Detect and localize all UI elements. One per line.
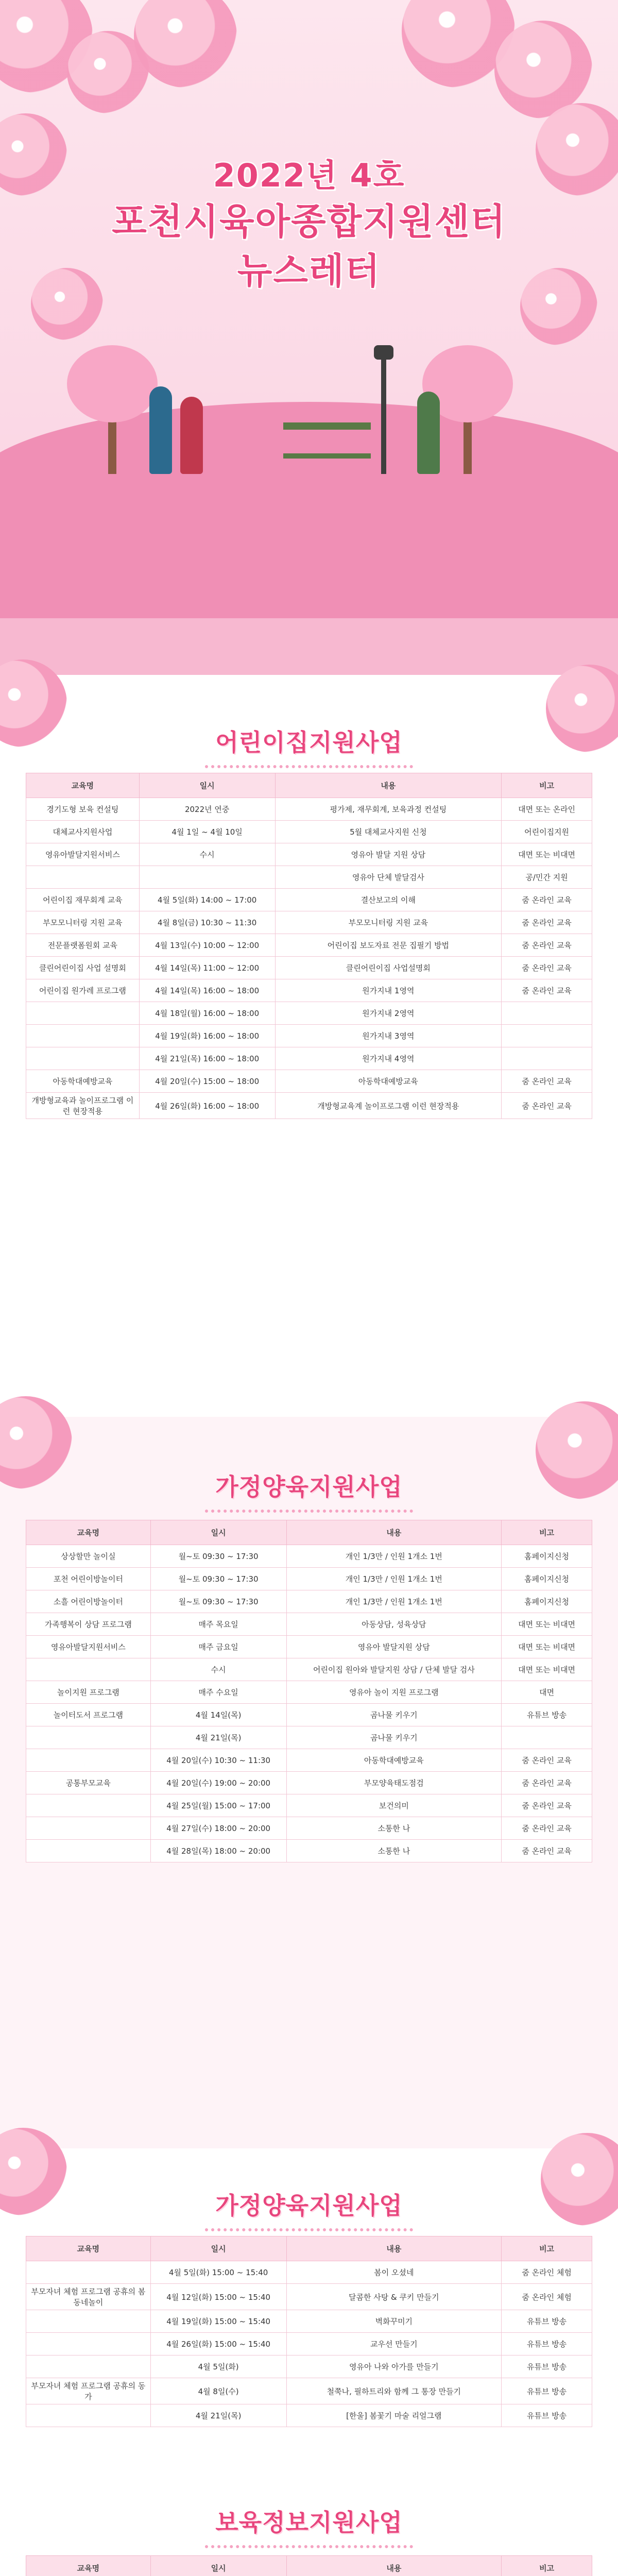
bench-icon bbox=[283, 422, 371, 459]
lamp-icon bbox=[381, 355, 386, 474]
table-row bbox=[26, 2378, 592, 2404]
table-cell bbox=[26, 1658, 151, 1681]
table-cell: 결산보고의 이해 bbox=[275, 889, 502, 911]
table-row bbox=[26, 821, 592, 843]
table-row bbox=[26, 934, 592, 957]
table-cell: 줌 온라인 교육 bbox=[502, 1772, 592, 1794]
table-cell: 4월 8일(수) bbox=[150, 2378, 286, 2404]
col-header: 비고 bbox=[502, 2236, 592, 2261]
table-row bbox=[26, 1681, 592, 1704]
table-cell: 줌 온라인 교육 bbox=[502, 1093, 592, 1119]
table-row bbox=[26, 1817, 592, 1840]
table-row bbox=[26, 1070, 592, 1093]
table-cell: 포천 어린이방놀이터 bbox=[26, 1568, 151, 1590]
table-cell: 전문플랫폼원회 교육 bbox=[26, 934, 140, 957]
park-illustration bbox=[62, 289, 556, 474]
table-cell: 4월 21일(목) bbox=[150, 1726, 286, 1749]
table-cell: 가족행복이 상담 프로그램 bbox=[26, 1613, 151, 1636]
table-cell: 2022년 연중 bbox=[139, 798, 275, 821]
table-cell: 영유아 단체 발달검사 bbox=[275, 866, 502, 889]
childcare-table-wrap bbox=[26, 773, 592, 1119]
table-cell: 보건의미 bbox=[286, 1794, 502, 1817]
table-cell: 홈페이지신청 bbox=[502, 1568, 592, 1590]
table-cell: 클린어린이집 사업 설명회 bbox=[26, 957, 140, 979]
table-cell: 어린이집 원아와 발달지원 상담 / 단체 발달 검사 bbox=[286, 1658, 502, 1681]
table-row bbox=[26, 1840, 592, 1862]
table-cell: 소흘 어린이방놀이터 bbox=[26, 1590, 151, 1613]
table-cell: 곰나물 키우기 bbox=[286, 1726, 502, 1749]
table-cell: 영유아 놀이 지원 프로그램 bbox=[286, 1681, 502, 1704]
table-cell: 4월 5일(화) bbox=[150, 2355, 286, 2378]
table-row bbox=[26, 866, 592, 889]
table-cell: 놀이터도서 프로그램 bbox=[26, 1704, 151, 1726]
family2-table bbox=[26, 2236, 592, 2427]
table-cell: 4월 25일(월) 15:00 ~ 17:00 bbox=[150, 1794, 286, 1817]
table-cell: 줌 온라인 체험 bbox=[502, 2284, 592, 2310]
table-cell: 소통한 나 bbox=[286, 1840, 502, 1862]
section-title: 어린이집지원사업 bbox=[0, 724, 618, 768]
table-cell: 줌 온라인 교육 bbox=[502, 957, 592, 979]
table-cell: 영유아 발달 지원 상담 bbox=[275, 843, 502, 866]
table-row bbox=[26, 1047, 592, 1070]
table-cell: 4월 19일(화) 16:00 ~ 18:00 bbox=[139, 1025, 275, 1047]
table-cell: 벽화꾸미기 bbox=[286, 2310, 502, 2333]
table-cell: 월~토 09:30 ~ 17:30 bbox=[150, 1545, 286, 1568]
table-cell: 어린이집지원 bbox=[502, 821, 592, 843]
table-cell bbox=[26, 1817, 151, 1840]
table-cell: 4월 20일(수) 15:00 ~ 18:00 bbox=[139, 1070, 275, 1093]
table-cell: 부모자녀 체험 프로그램 공휴의 동가 bbox=[26, 2378, 151, 2404]
col-header: 내용 bbox=[286, 2556, 502, 2576]
table-cell: 유튜브 방송 bbox=[502, 2310, 592, 2333]
col-header: 일시 bbox=[150, 2236, 286, 2261]
table-row bbox=[26, 843, 592, 866]
table-cell: 부모모니터링 지원 교육 bbox=[26, 911, 140, 934]
table-row bbox=[26, 798, 592, 821]
table-cell bbox=[26, 2261, 151, 2284]
issue-label: 2022년 4호 bbox=[213, 157, 405, 194]
col-header: 교육명 bbox=[26, 773, 140, 798]
table-row bbox=[26, 2284, 592, 2310]
table-row bbox=[26, 957, 592, 979]
table-cell: 어린이집 원가레 프로그램 bbox=[26, 979, 140, 1002]
family-section-2 bbox=[0, 2148, 618, 2576]
table-cell: 대면 또는 비대면 bbox=[502, 843, 592, 866]
table-row bbox=[26, 1093, 592, 1119]
table-cell: 4월 20일(수) 10:30 ~ 11:30 bbox=[150, 1749, 286, 1772]
table-row bbox=[26, 911, 592, 934]
table-cell: 4월 14일(목) bbox=[150, 1704, 286, 1726]
table-cell: 원가지내 4영역 bbox=[275, 1047, 502, 1070]
table-cell: 철쭉나, 필하트리와 함께 그 통장 만들기 bbox=[286, 2378, 502, 2404]
table-row bbox=[26, 1794, 592, 1817]
table-cell: 5월 대체교사지원 신청 bbox=[275, 821, 502, 843]
table-cell: 대면 또는 비대면 bbox=[502, 1658, 592, 1681]
table-cell: 개인 1/3만 / 인원 1개소 1번 bbox=[286, 1568, 502, 1590]
table-cell: 영유아 발달지원 상담 bbox=[286, 1636, 502, 1658]
table-cell: 4월 20일(수) 19:00 ~ 20:00 bbox=[150, 1772, 286, 1794]
table-cell: 4월 13일(수) 10:00 ~ 12:00 bbox=[139, 934, 275, 957]
col-header: 비고 bbox=[502, 773, 592, 798]
table-cell: 클린어린이집 사업설명회 bbox=[275, 957, 502, 979]
tree-icon bbox=[464, 407, 472, 474]
table-cell: 4월 14일(목) 11:00 ~ 12:00 bbox=[139, 957, 275, 979]
table-cell: 유튜브 방송 bbox=[502, 2333, 592, 2355]
table-cell: 유튜브 방송 bbox=[502, 2355, 592, 2378]
table-cell: 대면 또는 비대면 bbox=[502, 1636, 592, 1658]
table-cell: 아동학대예방교육 bbox=[26, 1070, 140, 1093]
table-cell bbox=[26, 1047, 140, 1070]
table-cell: 아동상담, 성육상담 bbox=[286, 1613, 502, 1636]
table-cell: 줌 온라인 교육 bbox=[502, 911, 592, 934]
table-cell: 유튜브 방송 bbox=[502, 1704, 592, 1726]
table-cell: 4월 12일(화) 15:00 ~ 15:40 bbox=[150, 2284, 286, 2310]
table-cell: 교우선 만들기 bbox=[286, 2333, 502, 2355]
table-row bbox=[26, 2333, 592, 2355]
childcare-section bbox=[0, 675, 618, 1417]
table-cell: 줌 온라인 교육 bbox=[502, 1070, 592, 1093]
table-row bbox=[26, 1545, 592, 1568]
table-cell: 대면 bbox=[502, 1681, 592, 1704]
family1-table bbox=[26, 1520, 592, 1862]
table-cell: 원가지내 2영역 bbox=[275, 1002, 502, 1025]
table-cell bbox=[26, 2310, 151, 2333]
table-row bbox=[26, 889, 592, 911]
table-cell: 놀이지원 프로그램 bbox=[26, 1681, 151, 1704]
table-cell: 개인 1/3만 / 인원 1개소 1번 bbox=[286, 1545, 502, 1568]
table-cell: 4월 8일(금) 10:30 ~ 11:30 bbox=[139, 911, 275, 934]
table-cell: 4월 18일(월) 16:00 ~ 18:00 bbox=[139, 1002, 275, 1025]
table-cell: 개방형교육계 놀이프로그램 이런 현장적용 bbox=[275, 1093, 502, 1119]
table-cell: 줌 온라인 체험 bbox=[502, 2261, 592, 2284]
table-cell: 영유아발달지원서비스 bbox=[26, 843, 140, 866]
table-cell: 부모모니터링 지원 교육 bbox=[275, 911, 502, 934]
table-cell: 4월 21일(목) 16:00 ~ 18:00 bbox=[139, 1047, 275, 1070]
table-cell: 줌 온라인 교육 bbox=[502, 979, 592, 1002]
table-cell: 4월 26일(화) 16:00 ~ 18:00 bbox=[139, 1093, 275, 1119]
family-section-1 bbox=[0, 1417, 618, 2148]
table-cell bbox=[502, 1025, 592, 1047]
col-header: 비고 bbox=[502, 1520, 592, 1545]
table-row bbox=[26, 2404, 592, 2427]
newsletter-title bbox=[0, 155, 618, 296]
table-cell: 대체교사지원사업 bbox=[26, 821, 140, 843]
table-cell: 줌 온라인 교육 bbox=[502, 1794, 592, 1817]
col-header: 내용 bbox=[286, 2236, 502, 2261]
table-cell: 공/민간 지원 bbox=[502, 866, 592, 889]
table-cell: 매주 목요일 bbox=[150, 1613, 286, 1636]
family2-table-wrap bbox=[26, 2236, 592, 2427]
table-cell: 어린이집 재무회계 교육 bbox=[26, 889, 140, 911]
blossom-icon bbox=[134, 0, 237, 88]
table-cell bbox=[26, 866, 140, 889]
col-header: 내용 bbox=[275, 773, 502, 798]
table-row bbox=[26, 2261, 592, 2284]
table-row bbox=[26, 1749, 592, 1772]
childcare-table bbox=[26, 773, 592, 1119]
table-cell bbox=[139, 866, 275, 889]
childinfo-table-wrap bbox=[26, 2555, 592, 2576]
table-row bbox=[26, 1590, 592, 1613]
table-row bbox=[26, 1025, 592, 1047]
person-icon bbox=[417, 392, 440, 474]
table-cell: 매주 금요일 bbox=[150, 1636, 286, 1658]
table-row bbox=[26, 2310, 592, 2333]
childinfo-table bbox=[26, 2555, 592, 2576]
col-header: 교육명 bbox=[26, 2236, 151, 2261]
table-row bbox=[26, 1568, 592, 1590]
table-cell: 상상할만 놀이실 bbox=[26, 1545, 151, 1568]
table-cell: 매주 수요일 bbox=[150, 1681, 286, 1704]
table-cell: 대면 또는 비대면 bbox=[502, 1613, 592, 1636]
table-cell: 4월 14일(목) 16:00 ~ 18:00 bbox=[139, 979, 275, 1002]
table-cell: 4월 5일(화) 14:00 ~ 17:00 bbox=[139, 889, 275, 911]
table-cell: 원가지내 3영역 bbox=[275, 1025, 502, 1047]
table-cell: 월~토 09:30 ~ 17:30 bbox=[150, 1590, 286, 1613]
col-header: 비고 bbox=[502, 2556, 592, 2576]
person-icon bbox=[149, 386, 172, 474]
tree-icon bbox=[108, 407, 116, 474]
table-cell: 수시 bbox=[150, 1658, 286, 1681]
table-cell: 줌 온라인 교육 bbox=[502, 1817, 592, 1840]
table-cell: 부모양육태도점검 bbox=[286, 1772, 502, 1794]
col-header: 일시 bbox=[139, 773, 275, 798]
table-cell: 4월 1일 ~ 4월 10일 bbox=[139, 821, 275, 843]
family1-table-wrap bbox=[26, 1520, 592, 1862]
table-cell: 유튜브 방송 bbox=[502, 2404, 592, 2427]
table-cell bbox=[26, 2333, 151, 2355]
section-title: 가정양육지원사업 bbox=[0, 1468, 618, 1513]
col-header: 일시 bbox=[150, 2556, 286, 2576]
table-cell: 달콤한 사탕 & 쿠키 만들기 bbox=[286, 2284, 502, 2310]
table-row bbox=[26, 1636, 592, 1658]
table-cell bbox=[26, 1749, 151, 1772]
table-cell bbox=[26, 1025, 140, 1047]
table-cell bbox=[502, 1002, 592, 1025]
table-cell: 4월 26일(화) 15:00 ~ 15:40 bbox=[150, 2333, 286, 2355]
table-cell: 홈페이지신청 bbox=[502, 1545, 592, 1568]
table-cell: 곰나물 키우기 bbox=[286, 1704, 502, 1726]
section-title: 보육정보지원사업 bbox=[0, 2504, 618, 2548]
table-cell bbox=[26, 1726, 151, 1749]
col-header: 교육명 bbox=[26, 1520, 151, 1545]
newsletter-label: 뉴스레터 bbox=[237, 250, 381, 292]
table-cell: 줌 온라인 교육 bbox=[502, 934, 592, 957]
table-cell bbox=[502, 1047, 592, 1070]
table-cell: 영유아 나와 아가를 만들기 bbox=[286, 2355, 502, 2378]
table-cell bbox=[26, 1794, 151, 1817]
table-cell: 4월 19일(화) 15:00 ~ 15:40 bbox=[150, 2310, 286, 2333]
table-cell: 개인 1/3만 / 인원 1개소 1번 bbox=[286, 1590, 502, 1613]
table-row bbox=[26, 1772, 592, 1794]
table-cell: 봄이 오셨네 bbox=[286, 2261, 502, 2284]
table-cell bbox=[26, 2404, 151, 2427]
table-cell: 어린이집 보도자료 전문 집필기 방법 bbox=[275, 934, 502, 957]
table-cell: 공통부모교육 bbox=[26, 1772, 151, 1794]
table-cell: 4월 21일(목) bbox=[150, 2404, 286, 2427]
table-cell bbox=[26, 1840, 151, 1862]
table-cell: 4월 27일(수) 18:00 ~ 20:00 bbox=[150, 1817, 286, 1840]
table-cell: 경기도형 보육 컨설팅 bbox=[26, 798, 140, 821]
person-icon bbox=[180, 397, 203, 474]
table-cell: 월~토 09:30 ~ 17:30 bbox=[150, 1568, 286, 1590]
table-cell: 수시 bbox=[139, 843, 275, 866]
table-cell: 개방형교육과 놀이프로그램 이런 현장적용 bbox=[26, 1093, 140, 1119]
table-cell: 줌 온라인 교육 bbox=[502, 889, 592, 911]
table-row bbox=[26, 1726, 592, 1749]
table-cell: [한울] 봄꽃기 마술 리얼그램 bbox=[286, 2404, 502, 2427]
table-cell: 아동학대예방교육 bbox=[275, 1070, 502, 1093]
table-cell bbox=[26, 1002, 140, 1025]
table-row bbox=[26, 979, 592, 1002]
col-header: 내용 bbox=[286, 1520, 502, 1545]
table-row bbox=[26, 1002, 592, 1025]
table-cell: 4월 28일(목) 18:00 ~ 20:00 bbox=[150, 1840, 286, 1862]
table-cell bbox=[502, 1726, 592, 1749]
table-cell: 4월 5일(화) 15:00 ~ 15:40 bbox=[150, 2261, 286, 2284]
table-row bbox=[26, 1613, 592, 1636]
table-cell: 아동학대예방교육 bbox=[286, 1749, 502, 1772]
table-cell: 영유아발달지원서비스 bbox=[26, 1636, 151, 1658]
table-cell: 유튜브 방송 bbox=[502, 2378, 592, 2404]
col-header: 교육명 bbox=[26, 2556, 151, 2576]
table-cell: 평가제, 재무회계, 보육과정 컨설팅 bbox=[275, 798, 502, 821]
table-row bbox=[26, 2355, 592, 2378]
section-title: 가정양육지원사업 bbox=[0, 2187, 618, 2231]
table-cell: 줌 온라인 교육 bbox=[502, 1840, 592, 1862]
hero-banner bbox=[0, 0, 618, 675]
table-cell: 홈페이지신청 bbox=[502, 1590, 592, 1613]
col-header: 일시 bbox=[150, 1520, 286, 1545]
table-cell: 부모자녀 체험 프로그램 공휴의 봄동네놀이 bbox=[26, 2284, 151, 2310]
table-row bbox=[26, 1704, 592, 1726]
center-name: 포천시육아종합지원센터 bbox=[112, 200, 506, 243]
table-cell: 대면 또는 온라인 bbox=[502, 798, 592, 821]
table-cell: 원가지내 1영역 bbox=[275, 979, 502, 1002]
table-cell bbox=[26, 2355, 151, 2378]
table-cell: 소통한 나 bbox=[286, 1817, 502, 1840]
table-cell: 줌 온라인 교육 bbox=[502, 1749, 592, 1772]
table-row bbox=[26, 1658, 592, 1681]
